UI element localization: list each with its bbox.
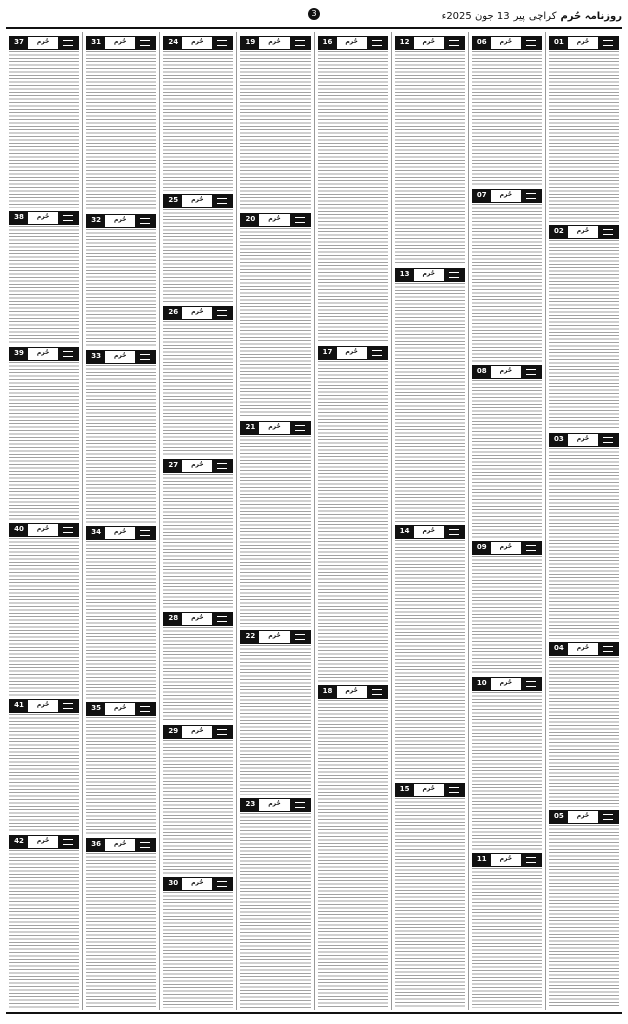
ad-number: 02 [550,226,568,238]
paper-logo-icon [212,613,232,625]
ad-number: 04 [550,643,568,655]
ad-header [318,685,388,699]
ad-text [163,474,233,609]
ad-column [159,32,236,1010]
ad-label: حُرم [345,687,358,694]
ad-label: حُرم [422,785,435,792]
ad-label: حُرم [113,840,127,847]
ad-text [395,798,465,1008]
paper-logo-icon [135,703,155,715]
ad-number: 14 [396,526,414,538]
ad-text [240,436,310,627]
paper-logo-icon [212,195,232,207]
ad-text [86,365,156,523]
ad-number: 17 [319,347,337,359]
paper-logo-icon [58,212,78,224]
ad-number: 33 [87,351,105,363]
ad-number: 06 [473,37,491,49]
ad-header [549,810,619,824]
ad-number: 38 [10,212,28,224]
ad-text [163,892,233,1008]
ad-text [163,209,233,303]
ad-label: حُرم [191,461,204,468]
paper-logo-icon [598,37,618,49]
ad-header [163,36,233,50]
ad-label: حُرم [36,525,50,532]
ad-label: حُرم [499,855,513,862]
ad-header [472,853,542,867]
ad-text [163,627,233,722]
ad-header [86,838,156,852]
ad-label: حُرم [113,528,127,535]
ad-column [82,32,159,1010]
city: کراچی [528,10,557,22]
ad-header [163,459,233,473]
paper-logo-icon [212,460,232,472]
paper-logo-icon [290,631,310,643]
ad-number: 41 [10,700,28,712]
paper-logo-icon [58,700,78,712]
ad-header [163,725,233,739]
ad-label: حُرم [345,348,358,355]
ad-number: 40 [10,524,28,536]
ad-number: 13 [396,269,414,281]
paper-logo-icon [598,434,618,446]
ad-header [9,835,79,849]
paper-logo-icon [135,839,155,851]
ad-text [472,380,542,538]
ad-label: حُرم [268,38,281,45]
ad-text [549,448,619,639]
ad-header [395,36,465,50]
ad-text [318,361,388,682]
ad-text [86,51,156,211]
ad-label: حُرم [191,727,204,734]
ad-text [472,556,542,674]
ad-text [9,850,79,1008]
paper-logo-icon [212,726,232,738]
ad-number: 05 [550,811,568,823]
ad-header [472,541,542,555]
ad-text [318,51,388,343]
paper-logo-icon [521,678,541,690]
paper-logo-icon [135,215,155,227]
ad-text [395,283,465,522]
ad-number: 12 [396,37,414,49]
ad-label: حُرم [36,701,50,708]
ad-header [240,798,310,812]
ad-label: حُرم [345,38,358,45]
ad-number: 39 [10,348,28,360]
masthead-title [442,11,622,22]
day: پیر [513,10,525,22]
ad-label: حُرم [576,812,590,819]
ad-text [395,540,465,780]
ad-header [318,346,388,360]
ad-header [549,225,619,239]
ad-label: حُرم [191,308,204,315]
ad-label: حُرم [191,196,204,203]
ad-header [549,36,619,50]
ad-label: حُرم [36,837,50,844]
ad-text [163,51,233,191]
paper-logo-icon [212,37,232,49]
paper-logo-icon [212,307,232,319]
ad-text [9,51,79,208]
ad-number: 35 [87,703,105,715]
ad-text [472,204,542,362]
ad-label: حُرم [499,367,513,374]
ad-column [391,32,468,1010]
ad-label: حُرم [499,679,513,686]
ad-text [240,813,310,1008]
ad-number: 20 [241,214,259,226]
ad-label: حُرم [499,38,513,45]
ad-label: حُرم [191,38,204,45]
ad-text [9,714,79,832]
ad-number: 19 [241,37,259,49]
paper-logo-icon [290,37,310,49]
ad-number: 34 [87,527,105,539]
ad-text [86,853,156,1008]
ad-number: 15 [396,784,414,796]
ad-text [163,321,233,456]
paper-logo-icon [58,836,78,848]
ad-label: حُرم [113,216,127,223]
ad-number: 27 [164,460,182,472]
ad-header [86,214,156,228]
ad-label: حُرم [576,38,590,45]
paper-logo-icon [135,37,155,49]
ad-label: حُرم [113,704,127,711]
ad-number: 25 [164,195,182,207]
ad-header [472,189,542,203]
paper-logo-icon [367,347,387,359]
paper-logo-icon [521,190,541,202]
ad-column [6,32,82,1010]
ad-label: حُرم [191,614,204,621]
ad-number: 22 [241,631,259,643]
ad-text [549,825,619,1008]
paper-logo-icon [135,527,155,539]
ad-header [9,523,79,537]
ad-number: 08 [473,366,491,378]
paper-logo-icon [58,37,78,49]
ad-header [9,36,79,50]
ad-number: 24 [164,37,182,49]
ad-header [86,36,156,50]
paper-logo-icon [598,643,618,655]
ad-text [549,657,619,807]
ad-label: حُرم [268,423,281,430]
ad-number: 42 [10,836,28,848]
ad-header [472,36,542,50]
ad-header [472,677,542,691]
ad-column [314,32,391,1010]
paper-logo-icon [367,686,387,698]
ad-number: 29 [164,726,182,738]
ad-text [9,538,79,696]
ad-header [86,702,156,716]
ad-header [163,306,233,320]
date: 13 جون 2025ء [441,10,510,22]
ad-text [240,645,310,795]
page-number: 3 [308,8,320,20]
ad-number: 21 [241,422,259,434]
paper-logo-icon [521,854,541,866]
ad-label: حُرم [576,644,590,651]
ad-column [545,32,622,1010]
ad-header [472,365,542,379]
ad-number: 23 [241,799,259,811]
ad-label: حُرم [36,213,50,220]
ad-header [9,211,79,225]
paper-logo-icon [444,269,464,281]
ad-columns [6,32,622,1010]
ad-number: 10 [473,678,491,690]
paper-logo-icon [444,784,464,796]
paper-logo-icon [521,366,541,378]
paper-logo-icon [290,422,310,434]
ad-header [395,783,465,797]
ad-number: 03 [550,434,568,446]
ad-text [472,51,542,186]
ad-column [468,32,545,1010]
ad-label: حُرم [576,227,590,234]
paper-name: روزنامہ حُرم [560,10,622,22]
ad-number: 07 [473,190,491,202]
ad-label: حُرم [268,215,281,222]
ad-label: حُرم [268,800,281,807]
ad-text [549,51,619,222]
ad-header [240,36,310,50]
paper-logo-icon [598,811,618,823]
ad-header [9,347,79,361]
ad-text [86,717,156,835]
paper-logo-icon [444,526,464,538]
ad-header [9,699,79,713]
ad-header [163,877,233,891]
ad-label: حُرم [113,38,127,45]
ad-header [240,421,310,435]
ad-number: 32 [87,215,105,227]
paper-logo-icon [521,37,541,49]
ad-column [236,32,313,1010]
paper-logo-icon [290,799,310,811]
ad-header [240,213,310,227]
ad-number: 36 [87,839,105,851]
ad-text [240,51,310,210]
ad-header [318,36,388,50]
ad-text [86,229,156,347]
ad-header [549,433,619,447]
bottom-rule [6,1012,622,1014]
ad-text [9,362,79,520]
ad-number: 26 [164,307,182,319]
paper-logo-icon [58,524,78,536]
ad-number: 31 [87,37,105,49]
paper-logo-icon [367,37,387,49]
ad-number: 01 [550,37,568,49]
ad-label: حُرم [36,38,50,45]
ad-header [86,526,156,540]
ad-header [395,525,465,539]
paper-logo-icon [58,348,78,360]
ad-label: حُرم [268,632,281,639]
ad-header [86,350,156,364]
ad-text [9,226,79,344]
ad-header [549,642,619,656]
paper-logo-icon [212,878,232,890]
ad-label: حُرم [422,527,435,534]
ad-label: حُرم [113,352,127,359]
ad-label: حُرم [36,349,50,356]
ad-header [163,194,233,208]
ad-number: 28 [164,613,182,625]
ad-text [86,541,156,699]
paper-logo-icon [444,37,464,49]
ad-text [318,700,388,1008]
ad-header [395,268,465,282]
ad-number: 37 [10,37,28,49]
ad-number: 11 [473,854,491,866]
ad-label: حُرم [422,38,435,45]
ad-text [395,51,465,265]
paper-logo-icon [521,542,541,554]
ad-number: 16 [319,37,337,49]
ad-text [472,868,542,1008]
ad-label: حُرم [191,879,204,886]
ad-number: 18 [319,686,337,698]
paper-logo-icon [290,214,310,226]
ad-number: 30 [164,878,182,890]
ad-label: حُرم [499,191,513,198]
ad-text [472,692,542,850]
ad-header [163,612,233,626]
ad-text [163,740,233,874]
paper-logo-icon [135,351,155,363]
paper-logo-icon [598,226,618,238]
ad-label: حُرم [576,435,590,442]
ad-text [240,228,310,418]
ad-text [549,240,619,430]
top-rule [6,27,622,29]
ad-label: حُرم [499,543,513,550]
ad-header [240,630,310,644]
ad-label: حُرم [422,270,435,277]
ad-number: 09 [473,542,491,554]
